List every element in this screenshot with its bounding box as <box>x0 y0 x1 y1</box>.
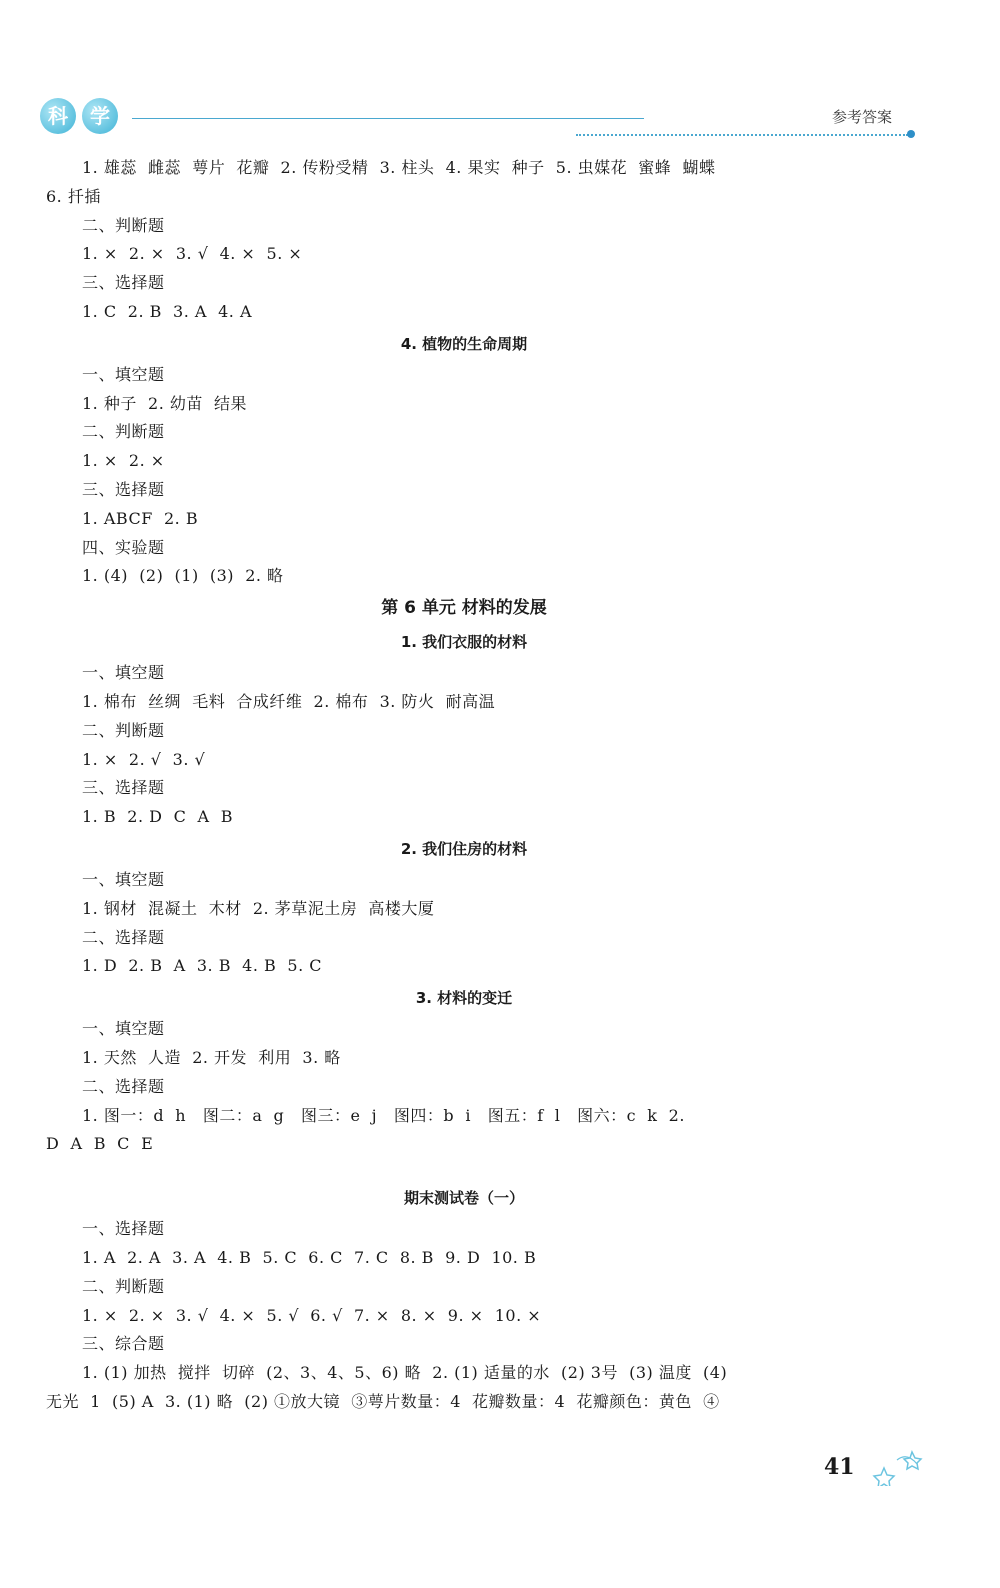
answer-line: 二、判断题 <box>82 720 165 740</box>
section-heading: 2. 我们住房的材料 <box>400 839 528 858</box>
answer-line: 一、填空题 <box>82 663 165 683</box>
answer-line: 一、填空题 <box>82 364 165 384</box>
answer-line: 1. (1) 加热 搅拌 切碎 (2、3、4、5、6) 略 2. (1) 适量的水 (2) 3号 (3) 温度 (4) <box>82 1363 728 1383</box>
answer-line: 一、选择题 <box>82 1219 165 1239</box>
answer-line: 二、判断题 <box>82 422 165 442</box>
answer-line: 1. × 2. × <box>82 451 165 471</box>
answer-line: 1. ABCF 2. B <box>82 508 199 528</box>
subject-char-1: 科 <box>40 98 76 134</box>
answer-line: 三、选择题 <box>82 778 165 798</box>
answer-line: 1. × 2. × 3. √ 4. × 5. √ 6. √ 7. × 8. × 9. × 10. × <box>82 1305 542 1325</box>
answer-line-continued: D A B C E <box>46 1134 154 1154</box>
answer-line: 三、选择题 <box>82 479 165 499</box>
answer-line: 1. 棉布 丝绸 毛料 合成纤维 2. 棉布 3. 防火 耐高温 <box>82 691 496 711</box>
section-heading: 1. 我们衣服的材料 <box>400 633 528 652</box>
answer-line: 三、综合题 <box>82 1334 165 1354</box>
answer-line: 一、填空题 <box>82 869 165 889</box>
page-header <box>0 0 1000 150</box>
section-heading: 4. 植物的生命周期 <box>400 334 528 353</box>
header-rule <box>132 118 644 119</box>
page-number: 41 <box>824 1454 855 1480</box>
answer-line: 一、填空题 <box>82 1019 165 1039</box>
section-heading: 3. 材料的变迁 <box>415 989 513 1008</box>
answer-line: 1. (4) (2) (1) (3) 2. 略 <box>82 566 284 586</box>
answer-line: 1. × 2. √ 3. √ <box>82 749 206 769</box>
answer-line: 1. 雄蕊 雌蕊 萼片 花瓣 2. 传粉受精 3. 柱头 4. 果实 种子 5. 虫媒花 蜜蜂 蝴蝶 <box>82 158 716 177</box>
star-decoration-icon <box>872 1446 932 1486</box>
answer-line: 二、判断题 <box>82 215 165 235</box>
header-label: 参考答案 <box>831 108 892 126</box>
answer-line: 1. × 2. × 3. √ 4. × 5. × <box>82 244 303 264</box>
answer-line: 1. D 2. B A 3. B 4. B 5. C <box>82 956 323 976</box>
answer-line: 四、实验题 <box>82 537 165 557</box>
answer-line: 1. B 2. D C A B <box>82 807 234 827</box>
answer-line: 二、选择题 <box>82 927 165 947</box>
section-heading: 期末测试卷（一） <box>403 1189 524 1208</box>
answer-line-continued: 无光 1 (5) A 3. (1) 略 (2) ①放大镜 ③萼片数量：4 花瓣数量：4 花瓣颜色：黄色 ④ <box>46 1391 720 1411</box>
answer-line: 1. A 2. A 3. A 4. B 5. C 6. C 7. C 8. B 9. D 10. B <box>82 1247 537 1267</box>
answer-line: 1. 天然 人造 2. 开发 利用 3. 略 <box>82 1047 341 1067</box>
answer-content <box>46 154 882 1417</box>
subject-badge <box>40 98 118 134</box>
header-dot-end <box>907 130 915 138</box>
answer-line: 1. 种子 2. 幼苗 结果 <box>82 393 248 413</box>
answer-line: 1. 图一：d h 图二：a g 图三：e j 图四：b i 图五：f l 图六：c k 2. <box>82 1105 685 1125</box>
blank-spacer <box>46 1159 882 1181</box>
answer-line: 三、选择题 <box>82 273 165 293</box>
answer-line: 二、选择题 <box>82 1076 165 1096</box>
answer-line: 二、判断题 <box>82 1276 165 1296</box>
unit-heading: 第 6 单元 材料的发展 <box>381 598 547 619</box>
subject-char-2: 学 <box>82 98 118 134</box>
answer-line-continued: 6. 扦插 <box>46 186 101 206</box>
answer-line: 1. C 2. B 3. A 4. A <box>82 301 253 321</box>
header-dotted-rule <box>576 134 908 136</box>
answer-line: 1. 钢材 混凝土 木材 2. 茅草泥土房 高楼大厦 <box>82 898 435 918</box>
